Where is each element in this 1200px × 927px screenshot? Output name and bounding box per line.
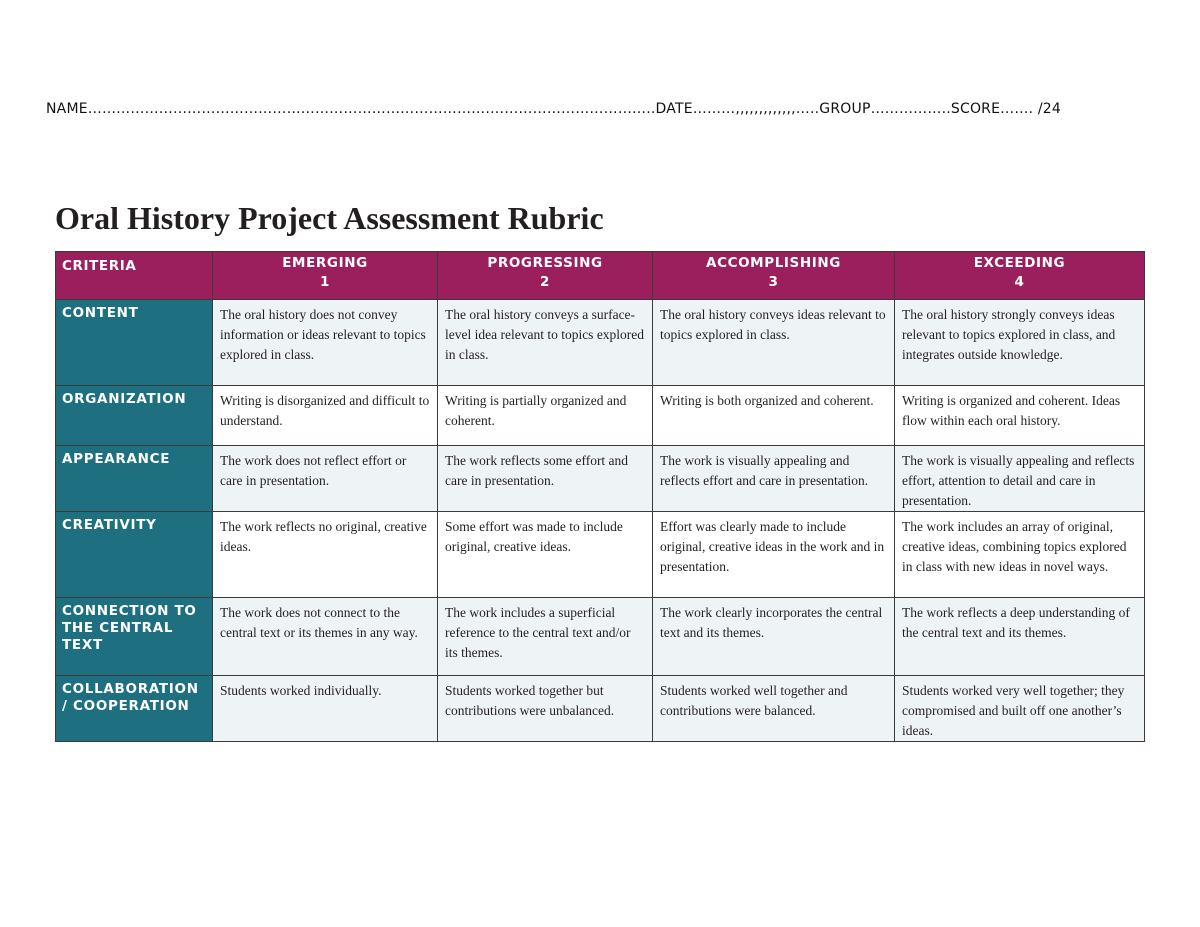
rubric-table bbox=[55, 251, 1145, 742]
row-appearance bbox=[56, 446, 1145, 512]
student-info-line: NAME………………………………………………………………………….……………………………..DATE………,,,,,,,,,,,,,…..GROUP……………..SCORE……. /24 bbox=[46, 101, 1061, 117]
descriptor-cell: The work includes a superficial reference to the central text and/or its themes. bbox=[438, 598, 653, 676]
descriptor-cell: The work clearly incorporates the central text and its themes. bbox=[653, 598, 895, 676]
descriptor-cell: The work reflects no original, creative ideas. bbox=[213, 512, 438, 598]
level-name: PROGRESSING bbox=[487, 255, 603, 271]
header-row bbox=[56, 252, 1145, 300]
descriptor-cell: The work reflects some effort and care in presentation. bbox=[438, 446, 653, 512]
level-number: 3 bbox=[768, 274, 779, 290]
level-header-accomplishing bbox=[653, 252, 895, 300]
descriptor-cell: The work does not reflect effort or care in presentation. bbox=[213, 446, 438, 512]
descriptor-cell: Effort was clearly made to include original, creative ideas in the work and in presentation. bbox=[653, 512, 895, 598]
descriptor-cell: Writing is organized and coherent. Ideas flow within each oral history. bbox=[895, 386, 1145, 446]
level-header-progressing bbox=[438, 252, 653, 300]
descriptor-cell: The oral history strongly conveys ideas relevant to topics explored in class, and integrates outside knowledge. bbox=[895, 300, 1145, 386]
level-name: EXCEEDING bbox=[973, 255, 1066, 271]
level-name: EMERGING bbox=[282, 255, 368, 271]
criteria-header: CRITERIA bbox=[56, 252, 213, 300]
descriptor-cell: The oral history does not convey information or ideas relevant to topics explored in class. bbox=[213, 300, 438, 386]
criterion-label: CREATIVITY bbox=[56, 512, 213, 598]
criterion-label: COLLABORATION / COOPERATION bbox=[56, 676, 213, 742]
row-organization bbox=[56, 386, 1145, 446]
descriptor-cell: The work is visually appealing and reflects effort, attention to detail and care in presentation. bbox=[895, 446, 1145, 512]
level-number: 2 bbox=[540, 274, 550, 290]
row-connection bbox=[56, 598, 1145, 676]
criterion-label: CONNECTION TO THE CENTRAL TEXT bbox=[56, 598, 213, 676]
descriptor-cell: Students worked individually. bbox=[213, 676, 438, 742]
descriptor-cell: The work does not connect to the central text or its themes in any way. bbox=[213, 598, 438, 676]
descriptor-cell: Writing is disorganized and difficult to understand. bbox=[213, 386, 438, 446]
descriptor-cell: Writing is both organized and coherent. bbox=[653, 386, 895, 446]
descriptor-cell: The work includes an array of original, creative ideas, combining topics explored in class with new ideas in novel ways. bbox=[895, 512, 1145, 598]
level-number: 4 bbox=[1014, 274, 1025, 290]
descriptor-cell: The oral history conveys a surface-level idea relevant to topics explored in class. bbox=[438, 300, 653, 386]
descriptor-cell: Students worked very well together; they compromised and built off one another’s ideas. bbox=[895, 676, 1145, 742]
level-header-emerging bbox=[213, 252, 438, 300]
page-title: Oral History Project Assessment Rubric bbox=[55, 200, 604, 236]
descriptor-cell: Students worked together but contributions were unbalanced. bbox=[438, 676, 653, 742]
level-name: ACCOMPLISHING bbox=[706, 255, 841, 271]
row-content bbox=[56, 300, 1145, 386]
criterion-label: CONTENT bbox=[56, 300, 213, 386]
criterion-label: APPEARANCE bbox=[56, 446, 213, 512]
level-number: 1 bbox=[320, 274, 330, 290]
descriptor-cell: Writing is partially organized and coherent. bbox=[438, 386, 653, 446]
level-header-exceeding bbox=[895, 252, 1145, 300]
criterion-label: ORGANIZATION bbox=[56, 386, 213, 446]
descriptor-cell: Students worked well together and contributions were balanced. bbox=[653, 676, 895, 742]
descriptor-cell: The work reflects a deep understanding of the central text and its themes. bbox=[895, 598, 1145, 676]
descriptor-cell: The oral history conveys ideas relevant to topics explored in class. bbox=[653, 300, 895, 386]
row-collaboration bbox=[56, 676, 1145, 742]
descriptor-cell: The work is visually appealing and reflects effort and care in presentation. bbox=[653, 446, 895, 512]
row-creativity bbox=[56, 512, 1145, 598]
descriptor-cell: Some effort was made to include original, creative ideas. bbox=[438, 512, 653, 598]
